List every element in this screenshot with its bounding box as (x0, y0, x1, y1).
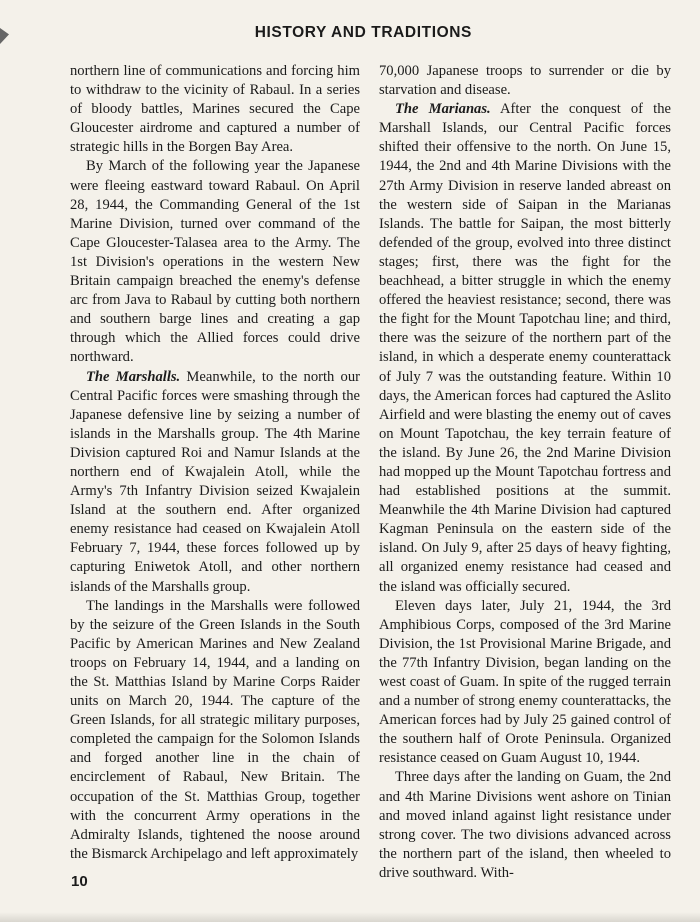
paragraph-text: Meanwhile, to the north our Central Pacific forces were smashing through the Japanese defensive line by seizing a number of islands in the Marshalls group. The 4th Marine Division captured Roi and Namur Islands at the northern end of Kwajalein Atoll, while the Army's 7th Infantry Division seized Kwajalein Island at the southern end. After organized enemy resistance had ceased on Kwajalein Atoll February 7, 1944, these forces followed up by capturing Eniwetok Atoll, and other northern islands of the Marshalls group. (70, 368, 360, 595)
left-column (70, 62, 360, 864)
paragraph: northern line of communications and forcing him to withdraw to the vicinity of Rabaul. In a series of bloody battles, Marines secured the Cape Gloucester airdrome and captured a number of strategic hills in the Borgen Bay Area. (70, 63, 360, 156)
section-run-in-heading: The Marianas. (395, 101, 491, 118)
paragraph-text: After the conquest of the Marshall Islands, our Central Pacific forces shifted their offensive to the north. On June 15, 1944, the 2nd and 4th Marine Divisions with the 27th Army Division in reserve landed abreast on the western side of Saipan in the Marianas Islands. The battle for Saipan, the most bitterly defended of the group, evolved into three distinct stages; first, there was the fight for the beachhead, a bitter struggle in which the enemy offered the heaviest resistance; second, there was the fight for the Mount Tapotchau line; and third, there was the seizure of the northern part of the island, in which a desperate enemy counterattack of July 7 was the outstanding feature. Within 10 days, the American forces had captured the Aslito Airfield and were blasting the enemy out of caves on Mount Tapotchau, the key terrain feature of the island. By June 26, the 2nd Marine Division had mopped up the Mount Tapotchau fortress and had established positions at the summit. Meanwhile the 4th Marine Division had captured Kagman Peninsula on the eastern side of the island. On July 9, after 25 days of heavy fighting, all organized enemy resistance had ceased and the island was officially secured. (379, 101, 672, 595)
page-number: 10 (71, 873, 88, 890)
section-run-in-heading: The Marshalls. (86, 368, 181, 385)
paragraph: Three days after the landing on Guam, the 2nd and 4th Marine Divisions went ashore on Tinian and moved inland against light resistance under strong cover. The two divisions advanced across the northern part of the island, then wheeled to drive southward. With- (379, 769, 671, 881)
paragraph-marianas (379, 100, 671, 596)
running-header (0, 24, 700, 42)
paragraph: The landings in the Marshalls were followed by the seizure of the Green Islands in the South Pacific by American Marines and New Zealand troops on February 14, 1944, and a landing on the St. Matthias Island by Marine Corps Raider units on March 20, 1944. The capture of the Green Islands, for all strategic military purposes, completed the campaign for the Solomon Islands and forged another line in the chain of encirclement of Rabaul, New Britain. The occupation of the St. Matthias Group, together with the concurrent Army operations in the Admiralty Islands, tightened the noose around the Bismarck Archipelago and left approximately (70, 597, 360, 862)
paragraph-marshalls (70, 368, 360, 597)
right-column (379, 62, 671, 883)
paragraph: Eleven days later, July 21, 1944, the 3rd Amphibious Corps, composed of the 3rd Marine Division, the 1st Provisional Marine Brigade, and the 77th Infantry Division, began landing on the west coast of Guam. In spite of the rugged terrain and a number of strong enemy counterattacks, the American forces had by July 25 gained control of the southern half of Orote Peninsula. Organized resistance ceased on Guam August 10, 1944. (379, 597, 671, 767)
header-title: HISTORY AND TRADITIONS (254, 24, 472, 41)
paragraph: 70,000 Japanese troops to surrender or die by starvation and disease. (379, 63, 671, 99)
paragraph: By March of the following year the Japanese were fleeing eastward toward Rabaul. On April 28, 1944, the Commanding General of the 1st Marine Division, turned over command of the Cape Gloucester-Talasea area to the Army. The 1st Division's operations in the western New Britain campaign breached the enemy's defense arc from Java to Rabaul by cutting both northern and southern barge lines and creating a gap through which the Allied forces could drive northward. (70, 158, 360, 366)
page-bottom-edge (0, 912, 700, 922)
